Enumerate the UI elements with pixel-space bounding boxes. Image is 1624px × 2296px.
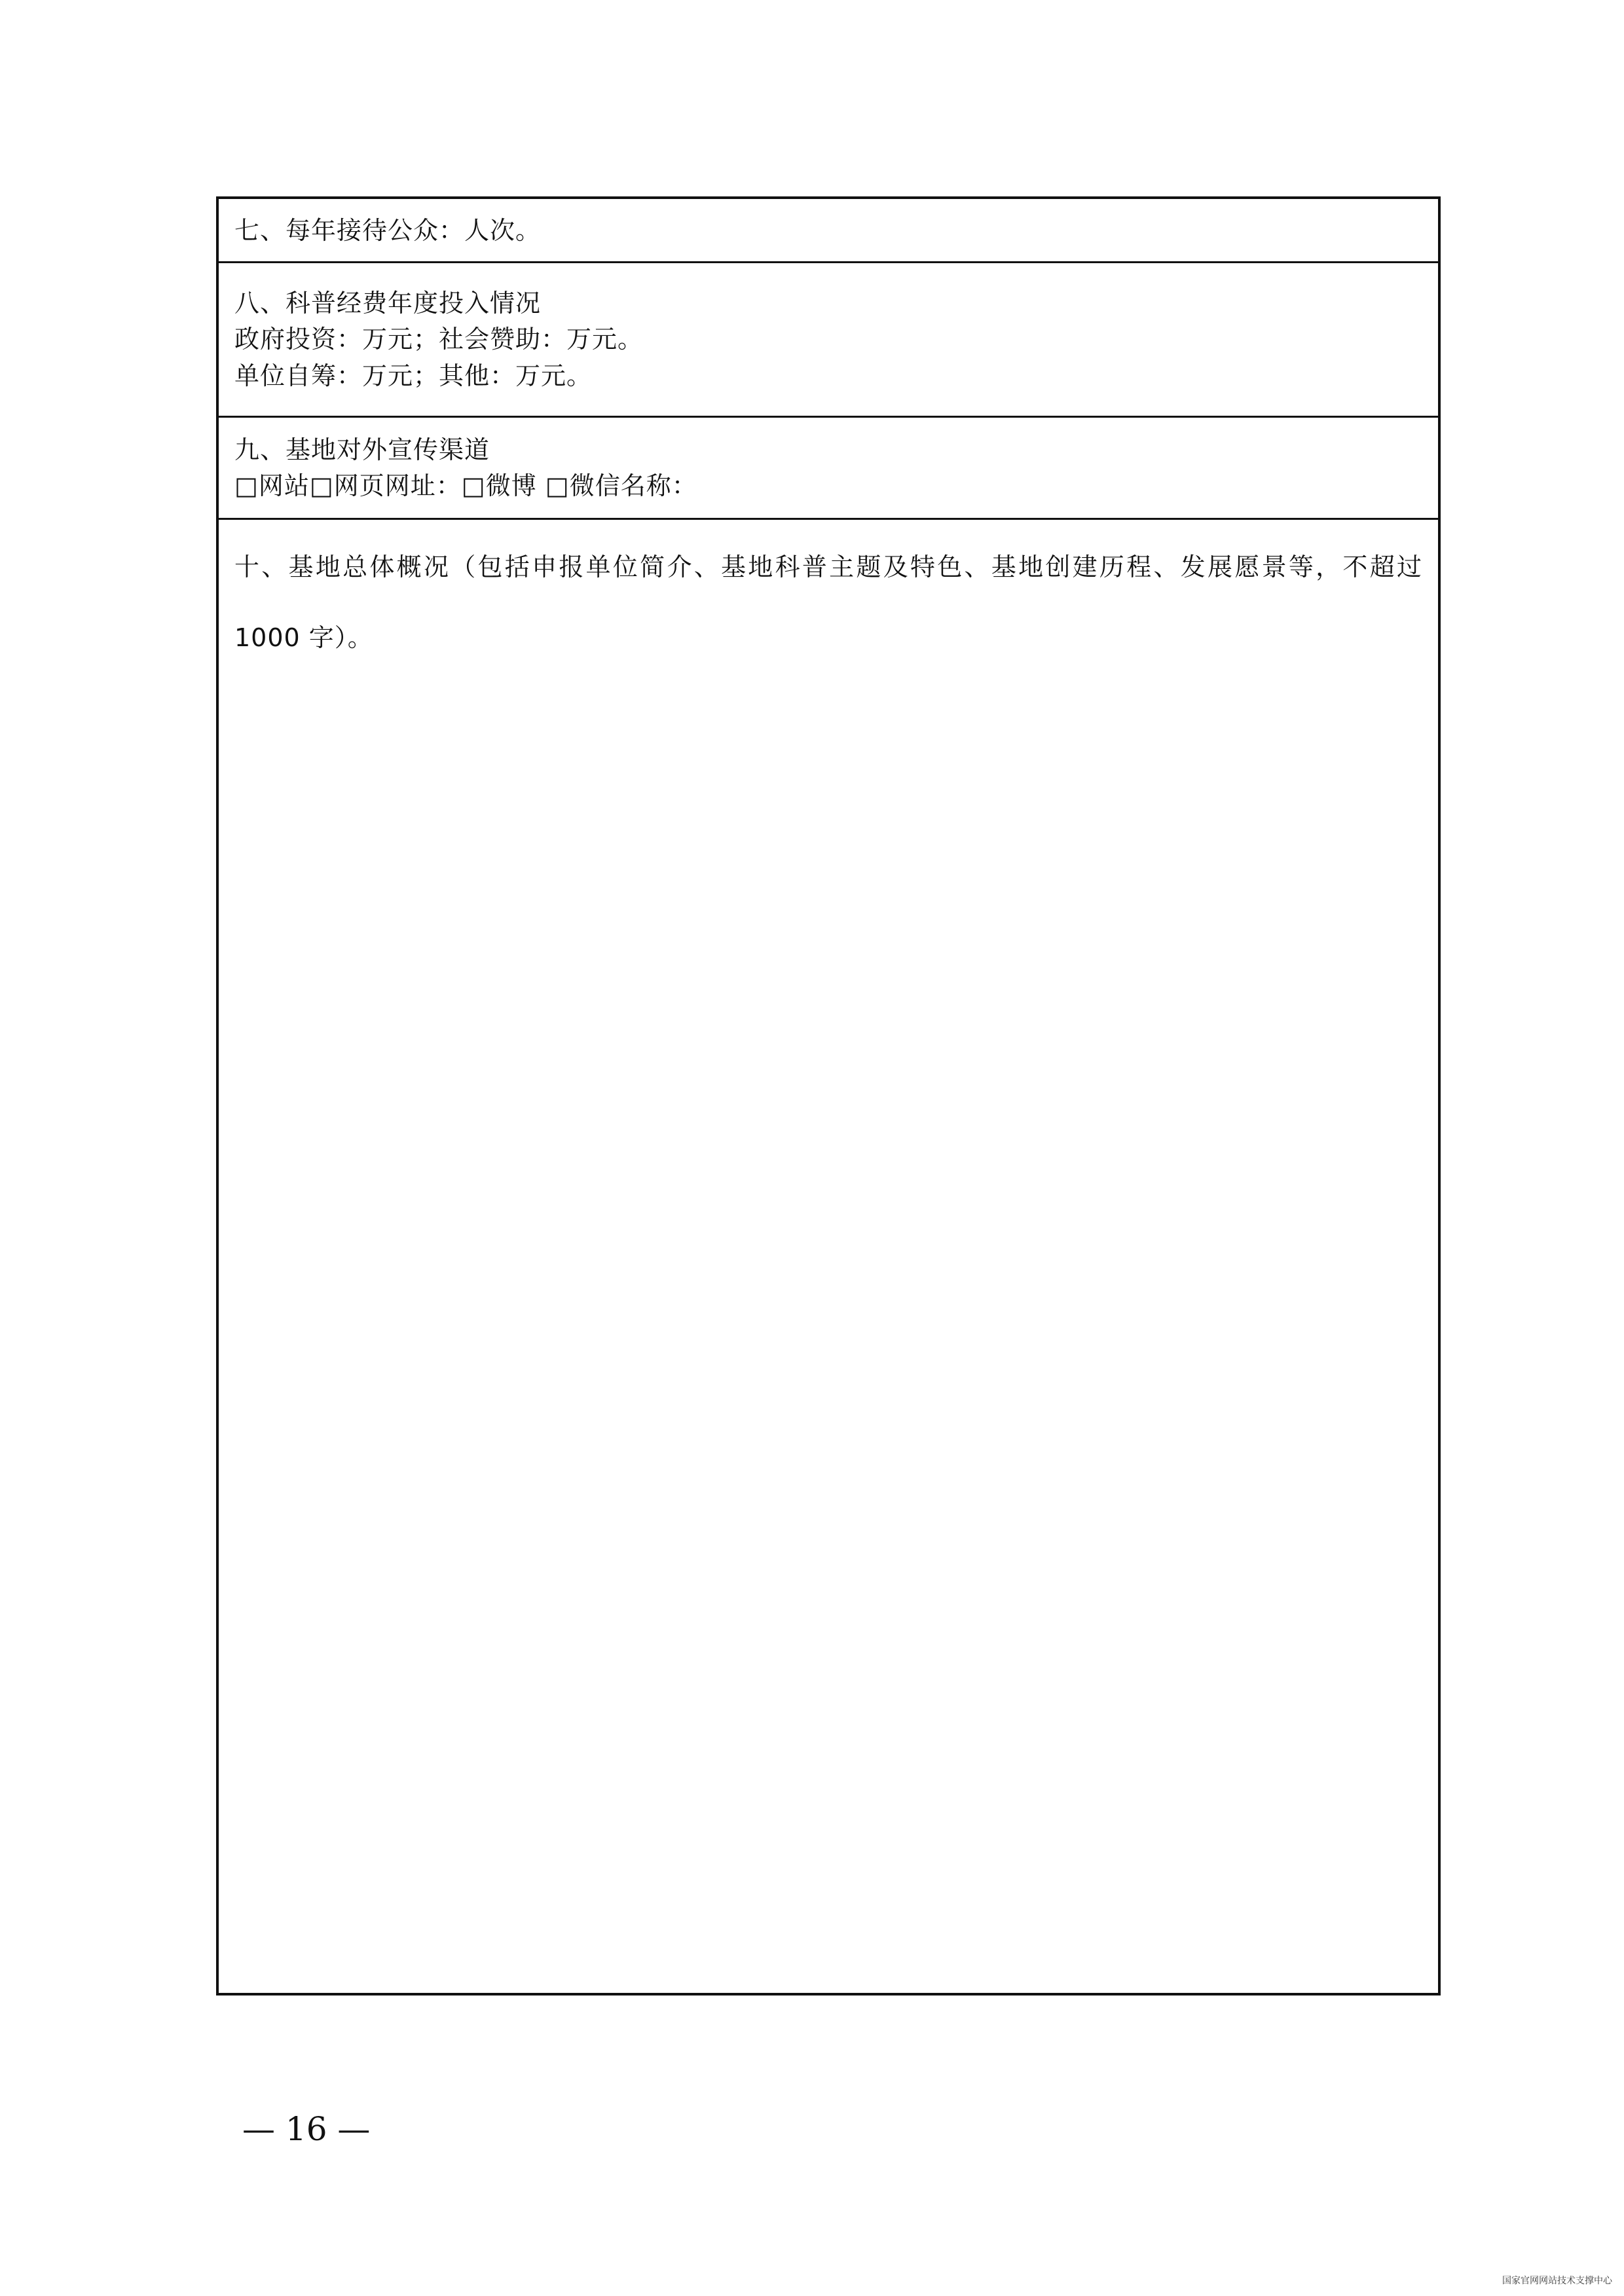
publicity-channels: □网站□网页网址：□微博 □微信名称：	[234, 471, 697, 500]
overview-heading: 十、基地总体概况（包括申报单位简介、基地科普主题及特色、基地创建历程、发展愿景等，不超过 1000 字）。	[234, 553, 1422, 652]
visitors-heading: 七、每年接待公众：人次。	[234, 215, 542, 245]
page-number: — 16 —	[242, 2110, 371, 2148]
funding-line-self: 单位自筹：万元；其他：万元。	[234, 361, 593, 390]
application-form-table	[216, 196, 1441, 1995]
funding-heading: 八、科普经费年度投入情况	[234, 288, 542, 318]
watermark-text: 国家官网网站技术支撑中心	[1502, 2276, 1612, 2286]
publicity-row	[219, 418, 1438, 520]
funding-row	[219, 263, 1438, 418]
funding-line-government: 政府投资：万元；社会赞助：万元。	[234, 324, 644, 354]
visitors-row	[219, 199, 1438, 263]
overview-row	[219, 520, 1438, 1993]
publicity-heading: 九、基地对外宣传渠道	[234, 435, 490, 464]
